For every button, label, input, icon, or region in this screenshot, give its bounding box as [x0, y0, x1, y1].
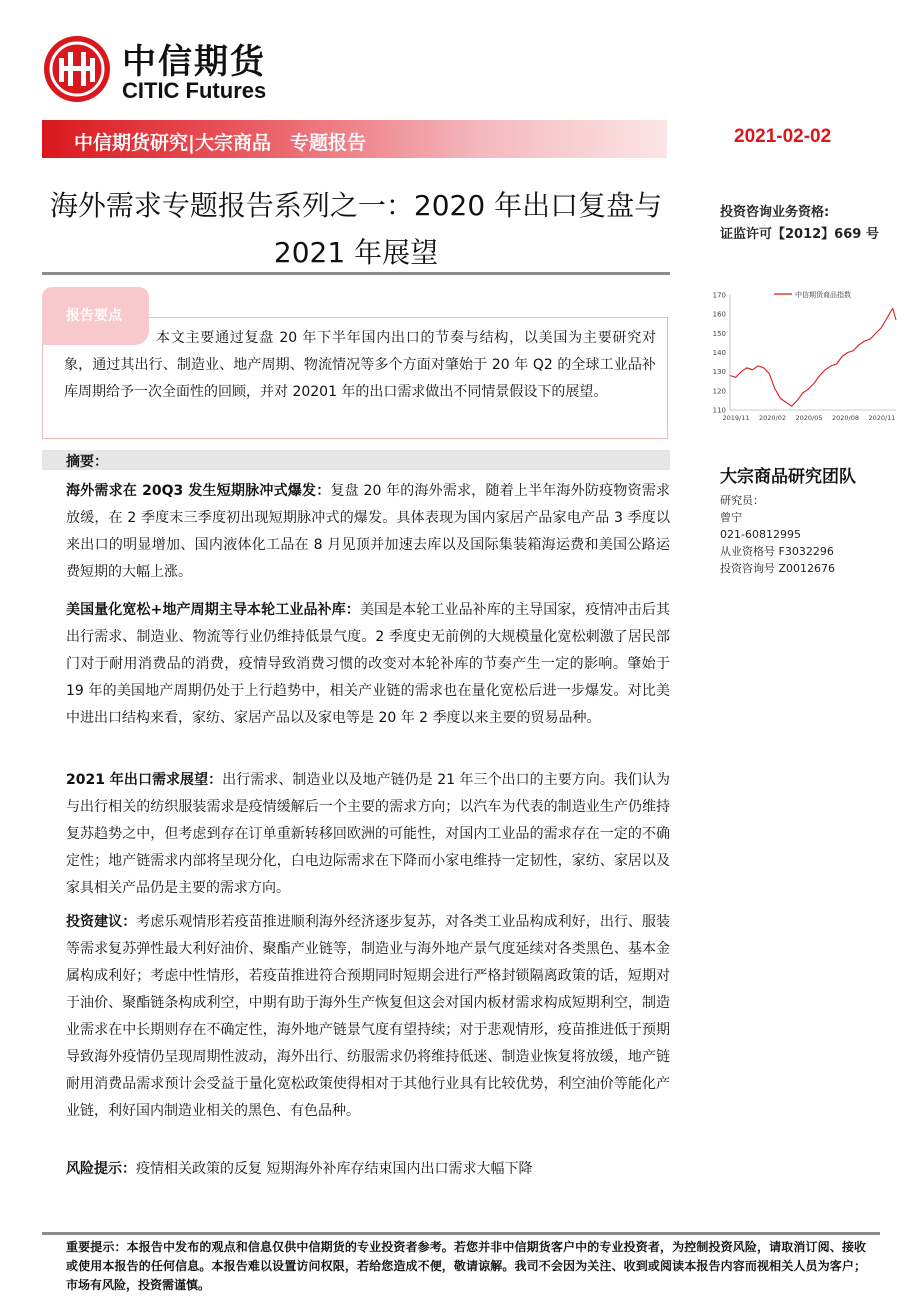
- abstract-paragraph: [66, 767, 670, 902]
- license-info: [720, 202, 879, 246]
- paragraph-lead: 美国量化宽松+地产周期主导本轮工业品补库：: [66, 602, 360, 618]
- abstract-paragraph: [66, 909, 670, 1125]
- report-category: 中信期货研究|大宗商品 专题报告: [74, 132, 366, 154]
- team-info: [720, 492, 835, 577]
- analyst-advisory: 投资咨询号 Z0012676: [720, 562, 836, 575]
- analyst-cert: 从业资格号 F3032296: [720, 545, 834, 558]
- paragraph-text: 疫情相关政策的反复 短期海外补库存结束国内出口需求大幅下降: [136, 1161, 533, 1177]
- y-tick-label: 120: [712, 387, 726, 396]
- paragraph-text: 出行需求、制造业以及地产链仍是 21 年三个出口的主要方向。我们认为与出行相关的纺织服装需求是疫情缓解后一个主要的需求方向；以汽车为代表的制造业生产仍维持复苏趋势之中，但考虑到存在订单重新转移回欧洲的可能性，对国内工业品的需求存在一定的不确定性；地产链需求内部将呈现分化，白电边际需求在下降而小家电维持一定韧性，家纺、家居以及家具相关产品仍是主要的需求方向。: [66, 772, 670, 896]
- series-line: [730, 308, 896, 406]
- paragraph-text: 美国是本轮工业品补库的主导国家，疫情冲击后其出行需求、制造业、物流等行业仍维持低景气度。2 季度史无前例的大规模量化宽松刺激了居民部门对于耐用消费品的消费，疫情导致消费习惯的改变对本轮补库的节奏产生一定的影响。肇始于 19 年的美国地产周期仍处于上行趋势中，相关产业链的需求也在量化宽松后进一步爆发。对比美中进出口结构来看，家纺、家居产品以及家电等是 20 年 2 季度以来主要的贸易品种。: [66, 602, 671, 726]
- key-points-label: 报告要点: [66, 308, 122, 324]
- analyst-phone: 021-60812995: [720, 528, 801, 541]
- y-tick-label: 170: [712, 291, 726, 300]
- team-title: 大宗商品研究团队: [720, 467, 856, 487]
- paragraph-text: 考虑乐观情形若疫苗推进顺利海外经济逐步复苏，对各类工业品构成利好，出行、服装等需求复苏弹性最大利好油价、聚酯产业链等，制造业与海外地产景气度延续对各类黑色、基本金属构成利好；考虑中性情形，若疫苗推进符合预期同时短期会进行严格封锁隔离政策的话，短期对于油价、聚酯链条构成利空，中期有助于海外生产恢复但这会对国内板材需求构成短期利空，制造业需求在中长期则存在不确定性，海外地产链景气度有望持续；对于悲观情形，疫苗推进低于预期导致海外疫情仍呈现周期性波动，海外出行、纺服需求仍将维持低迷、制造业恢复将放缓，地产链耐用消费品需求预计会受益于量化宽松政策使得相对于其他行业具有比较优势，利空油价等能化产业链，利好国内制造业相关的黑色、有色品种。: [66, 914, 671, 1119]
- analyst-name: 曾宁: [720, 511, 742, 524]
- report-date: 2021-02-02: [734, 126, 832, 147]
- report-category-band: [42, 120, 667, 158]
- y-tick-label: 140: [712, 349, 726, 357]
- report-title: 海外需求专题报告系列之一：2020 年出口复盘与 2021 年展望: [49, 189, 663, 269]
- y-tick-label: 130: [712, 368, 726, 377]
- key-points-text: 本文主要通过复盘 20 年下半年国内出口的节奏与结构，以美国为主要研究对象，通过其出行、制造业、地产周期、物流情况等多个方面对肇始于 20 年 Q2 的全球工业品补库周期给予一次全面性的回顾，并对 20201 年的出口需求做出不同情景假设下的展望。: [64, 330, 656, 400]
- paragraph-lead: 2021 年出口需求展望：: [66, 772, 223, 788]
- abstract-label: 摘要：: [66, 454, 108, 470]
- x-tick-label: 2020/02: [758, 414, 787, 422]
- commodity-index-chart: [706, 285, 902, 430]
- citic-logo-icon: [42, 34, 112, 104]
- x-tick-label: 2020/05: [795, 414, 823, 422]
- logo-english-name: CITIC Futures: [122, 78, 267, 103]
- y-tick-label: 160: [712, 310, 726, 319]
- license-line-1: 投资咨询业务资格:: [720, 205, 830, 220]
- team-role: 研究员：: [720, 494, 764, 507]
- abstract-paragraph: [66, 1156, 670, 1183]
- paragraph-lead: 海外需求在 20Q3 发生短期脉冲式爆发：: [66, 483, 331, 499]
- x-tick-label: 2020/08: [831, 414, 860, 422]
- paragraph-lead: 投资建议：: [66, 914, 137, 930]
- disclaimer: 重要提示：本报告中发布的观点和信息仅供中信期货的专业投资者参考。若您并非中信期货客户中的专业投资者，为控制投资风险，请取消订阅、接收或使用本报告的任何信息。本报告难以设置访问权限，若给您造成不便，敬请谅解。我司不会因为关注、收到或阅读本报告内容而视相关人员为客户；市场有风险，投资需谨慎。: [66, 1240, 866, 1292]
- license-line-2: 证监许可【2012】669 号: [720, 227, 879, 242]
- footer-divider: [42, 1232, 880, 1235]
- abstract-paragraph: [66, 597, 670, 732]
- y-tick-label: 110: [712, 406, 726, 415]
- title-divider: [42, 272, 670, 275]
- y-tick-label: 150: [712, 329, 726, 338]
- paragraph-lead: 风险提示：: [66, 1161, 136, 1177]
- paragraph-text: 复盘 20 年的海外需求，随着上半年海外防疫物资需求放缓，在 2 季度末三季度初出现短期脉冲式的爆发。具体表现为国内家居产品家电产品 3 季度以来出口的明显增加、国内液体化工品在 8 月见顶并加速去库以及国际集装箱海运费和美国公路运费短期的大幅上涨。: [66, 483, 671, 580]
- abstract-bar: [42, 450, 670, 470]
- abstract-paragraph: [66, 478, 670, 586]
- legend-label: 中信期货商品指数: [795, 291, 851, 299]
- x-tick-label: 2020/11: [868, 414, 896, 422]
- x-tick-label: 2019/11: [722, 414, 750, 422]
- logo-chinese-name: 中信期货: [122, 42, 266, 82]
- logo: [42, 32, 292, 104]
